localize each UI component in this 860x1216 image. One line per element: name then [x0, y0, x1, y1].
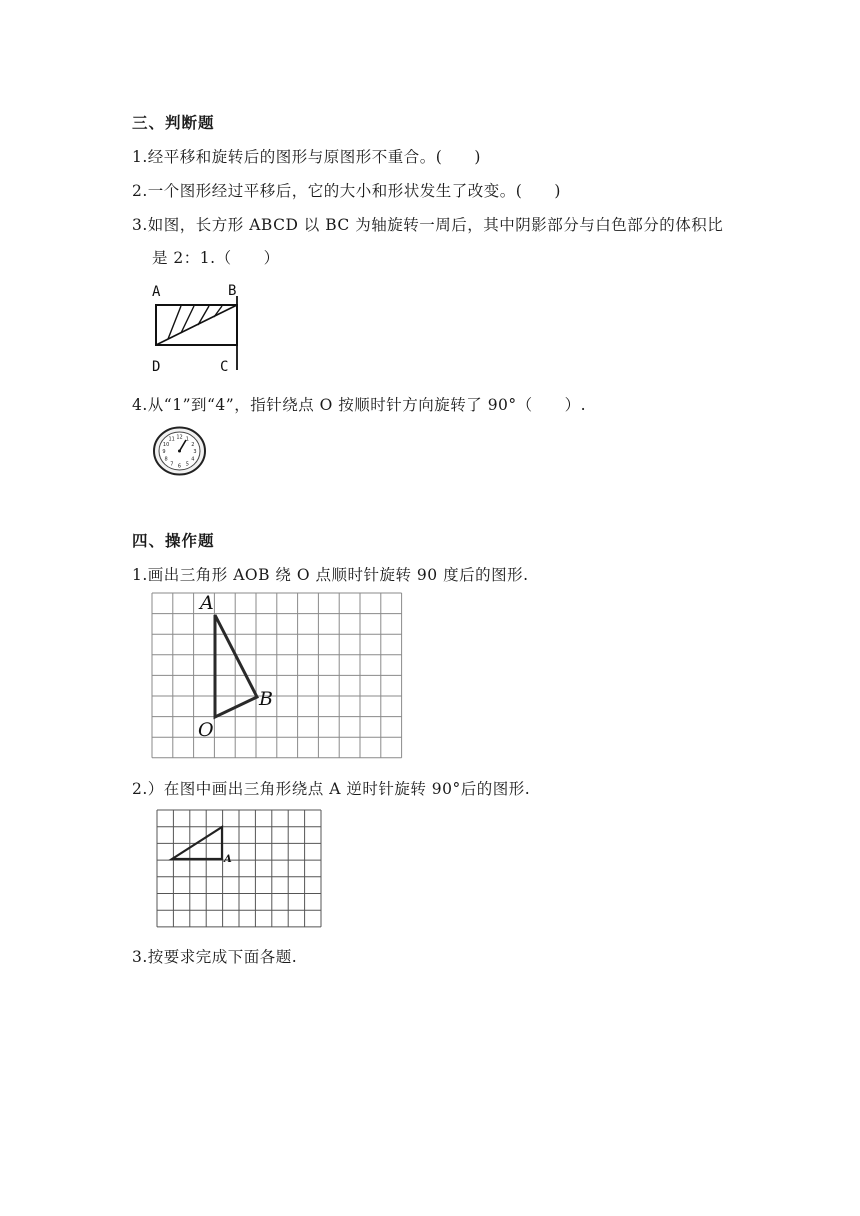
clock-number: 12: [176, 434, 183, 441]
rectangle-abcd-figure: [148, 282, 258, 376]
question-3-4: 4.从“1”到“4”，指针绕点 O 按顺时针方向旋转了 90°（ ）.: [132, 396, 587, 414]
question-4-3: 3.按要求完成下面各题.: [132, 948, 298, 966]
clock-icon: [152, 426, 207, 476]
question-3-1: 1.经平移和旋转后的图形与原图形不重合。( ): [132, 148, 481, 166]
label-c: C: [220, 359, 229, 375]
label-b: B: [259, 688, 273, 710]
clock-number: 6: [177, 463, 182, 470]
triangle-aob: [215, 615, 257, 717]
clock-number: 1: [185, 436, 189, 443]
label-a: A: [152, 284, 161, 300]
section3-heading: 三、判断题: [132, 113, 215, 132]
clock-number: 7: [170, 461, 174, 468]
clock-number: 5: [185, 461, 189, 468]
clock-number: 4: [191, 456, 195, 463]
grid-triangle-aob: [140, 588, 410, 768]
question-4-1: 1.画出三角形 AOB 绕 O 点顺时针旋转 90 度后的图形.: [132, 566, 529, 584]
clock-number: 8: [164, 456, 168, 463]
clock-number: 10: [162, 441, 170, 448]
question-3-3-line1: 3.如图，长方形 ABCD 以 BC 为轴旋转一周后，其中阴影部分与白色部分的体积比: [132, 216, 724, 234]
question-3-2: 2.一个图形经过平移后，它的大小和形状发生了改变。( ): [132, 182, 561, 200]
clock-number: 9: [162, 449, 166, 455]
label-o: O: [198, 719, 214, 741]
label-d: D: [152, 359, 161, 375]
hatch-line: [214, 306, 222, 317]
label-b: B: [228, 283, 237, 299]
question-4-2: 2.）在图中画出三角形绕点 A 逆时针旋转 90°后的图形.: [132, 780, 531, 798]
grid-triangle-a: [154, 808, 326, 930]
clock-number: 11: [168, 436, 175, 443]
clock-number: 2: [191, 441, 195, 448]
label-a: A: [200, 592, 214, 614]
question-3-3-line2: 是 2：1.（ ）: [152, 249, 280, 267]
section4-heading: 四、操作题: [132, 531, 215, 550]
clock-number: 3: [193, 449, 197, 455]
label-a: A: [224, 854, 232, 865]
